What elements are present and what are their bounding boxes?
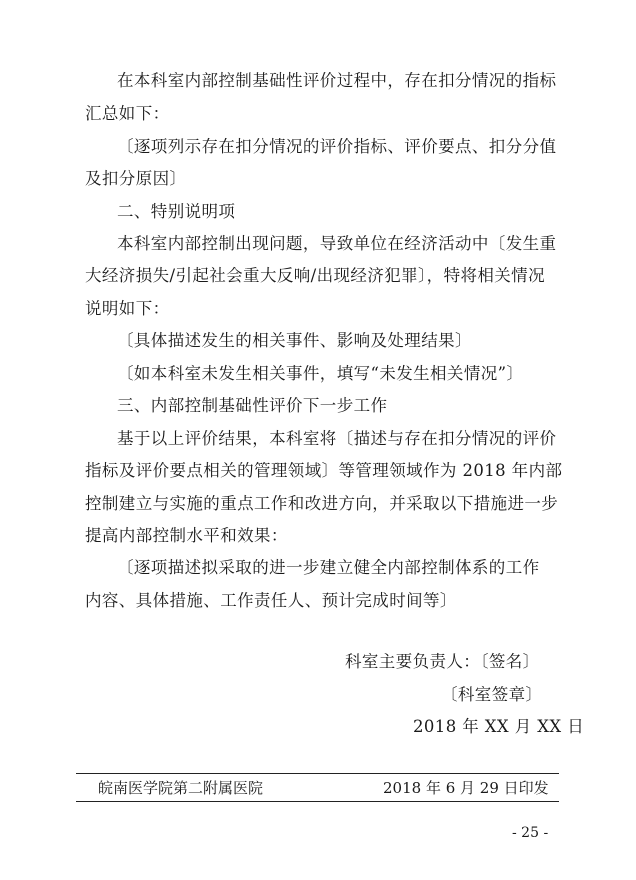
paragraph-6-line-2: 指标及评价要点相关的管理领域〕等管理领域作为 2018 年内部: [85, 461, 563, 480]
paragraph-5-line-1: 〔如本科室未发生相关事件，填写“未发生相关情况”〕: [117, 364, 524, 383]
footer-bottom-rule: [76, 801, 559, 802]
paragraph-3-line-2: 大经济损失/引起社会重大反响/出现经济犯罪〕，特将相关情况: [85, 266, 545, 285]
paragraph-3-line-1: 本科室内部控制出现问题，导致单位在经济活动中〔发生重: [117, 234, 557, 253]
paragraph-6-line-4: 提高内部控制水平和效果：: [85, 526, 288, 545]
page-number: - 25 -: [512, 825, 549, 841]
section-2-heading: 二、特别说明项: [117, 202, 236, 221]
paragraph-6-line-3: 控制建立与实施的重点工作和改进方向，并采取以下措施进一步: [85, 494, 559, 513]
responsible-person-signature-line: 科室主要负责人：〔签名〕: [345, 652, 540, 671]
paragraph-3-line-3: 说明如下：: [85, 299, 170, 318]
department-seal-line: 〔科室签章〕: [441, 685, 543, 704]
paragraph-7-line-1: 〔逐项描述拟采取的进一步建立健全内部控制体系的工作: [117, 558, 540, 577]
paragraph-6-line-1: 基于以上评价结果，本科室将〔描述与存在扣分情况的评价: [117, 429, 557, 448]
footer-organization: 皖南医学院第二附属医院: [98, 779, 264, 797]
paragraph-1-line-1: 在本科室内部控制基础性评价过程中，存在扣分情况的指标: [117, 71, 557, 90]
section-3-heading: 三、内部控制基础性评价下一步工作: [117, 396, 388, 415]
paragraph-2-line-2: 及扣分原因〕: [85, 169, 187, 188]
paragraph-7-line-2: 内容、具体措施、工作责任人、预计完成时间等〕: [85, 591, 457, 610]
paragraph-4-line-1: 〔具体描述发生的相关事件、影响及处理结果〕: [117, 331, 472, 350]
paragraph-2-line-1: 〔逐项列示存在扣分情况的评价指标、评价要点、扣分分值: [117, 137, 557, 156]
footer-print-date: 2018 年 6 月 29 日印发: [383, 779, 549, 797]
footer-top-rule: [76, 773, 559, 774]
signature-date: 2018 年 XX 月 XX 日: [413, 717, 585, 736]
paragraph-1-line-2: 汇总如下：: [85, 104, 170, 123]
